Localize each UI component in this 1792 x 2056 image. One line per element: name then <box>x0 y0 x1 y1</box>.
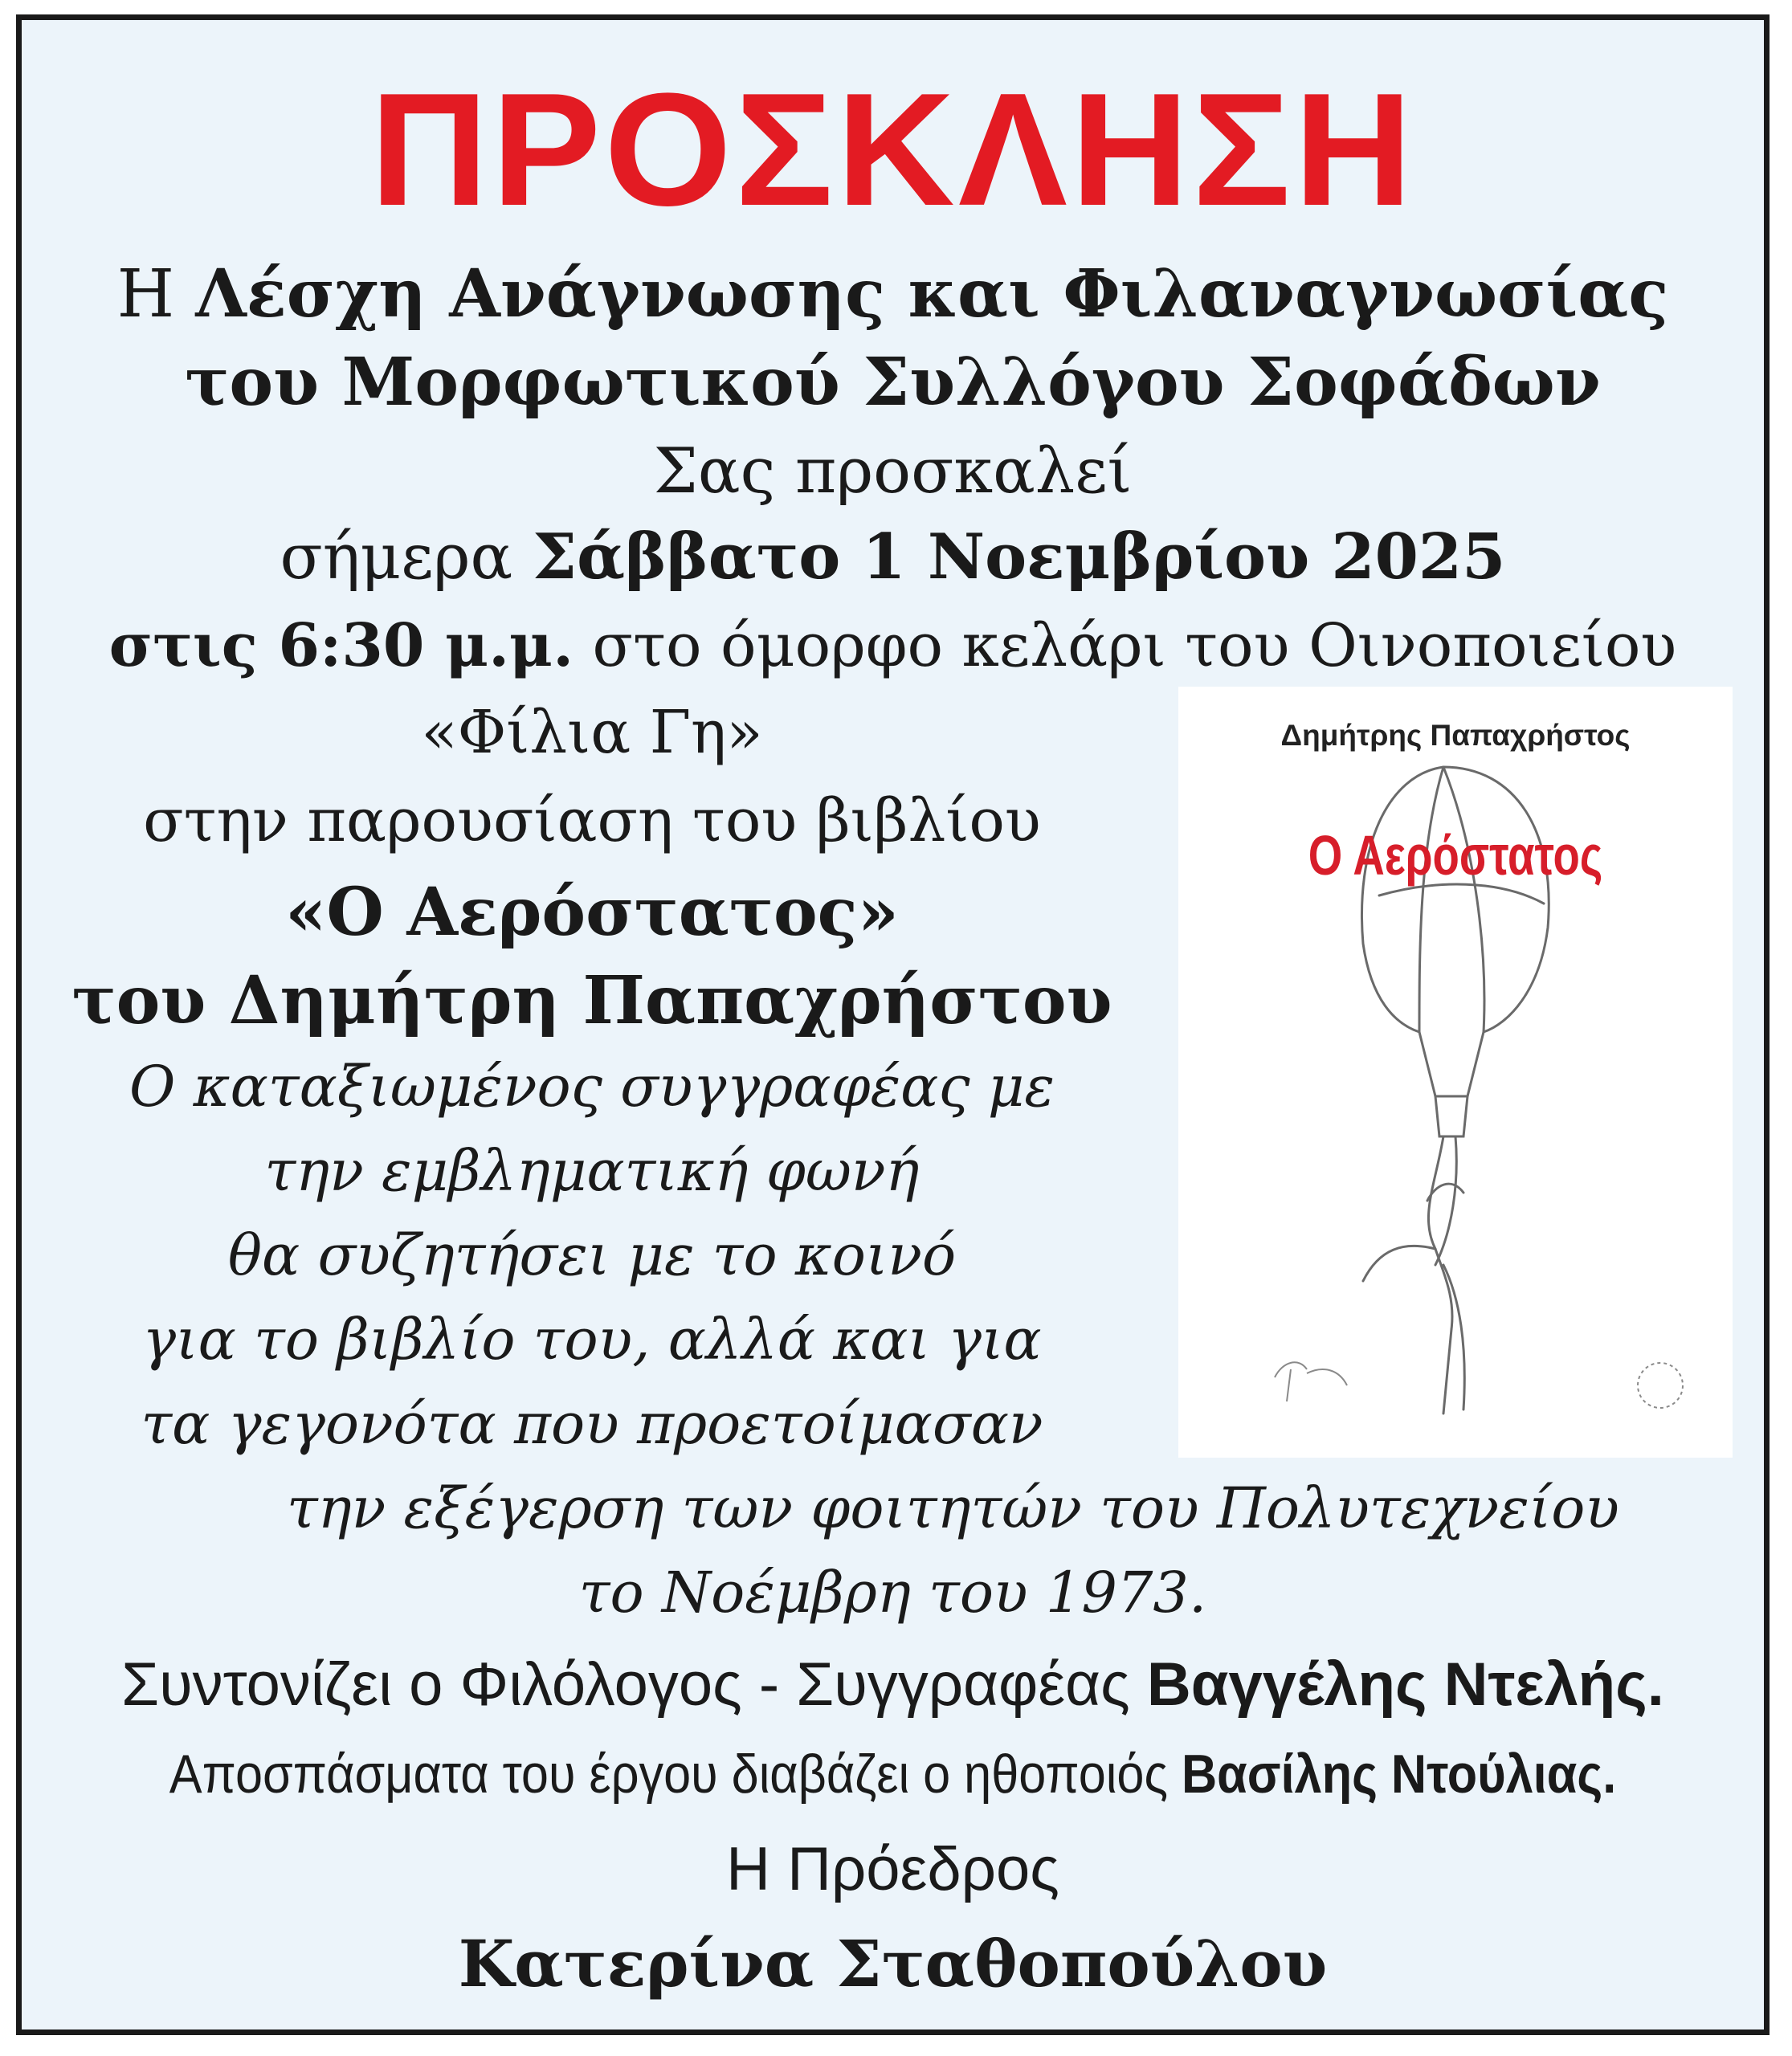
date-line <box>22 520 1764 594</box>
book-title: «Ο Αερόστατος» <box>285 874 899 951</box>
time-line <box>22 611 1764 680</box>
president-name: Κατερίνα Σταθοπούλου <box>458 1926 1328 2001</box>
description-line-3: θα συζητήσει με το κοινό <box>227 1222 957 1288</box>
club-line-1 <box>22 255 1764 332</box>
description-line-2: την εμβληματική φωνή <box>264 1138 920 1204</box>
description-line-5: τα γεγονότα που προετοίμασαν <box>141 1391 1043 1457</box>
date-prefix: σήμερα <box>280 521 513 594</box>
description-line-7: το Νοέμβρη του 1973. <box>578 1560 1207 1626</box>
description-line-6: την εξέγερση των φοιτητών του Πολυτεχνείου <box>287 1475 1619 1541</box>
venue-text: στο όμορφο κελάρι του Οινοποιείου <box>592 611 1677 680</box>
invites-text: Σας προσκαλεί <box>653 435 1133 508</box>
club-line-2: του Μορφωτικού Συλλόγου Σοφάδων <box>185 344 1601 421</box>
time-value: στις 6:30 μ.μ. <box>108 611 574 680</box>
description-line-1: Ο καταξιωμένος συγγραφέας με <box>129 1054 1055 1120</box>
date-value: Σάββατο 1 Νοεμβρίου 2025 <box>532 520 1506 594</box>
reader-name: Βασίλης Ντούλιας. <box>1181 1744 1617 1805</box>
cover-author: Δημήτρης Παπαχρήστος <box>1280 719 1631 752</box>
coordinator-name: Βαγγέλης Ντελής. <box>1146 1650 1664 1719</box>
coordinator-line <box>22 1650 1764 1719</box>
invitation-poster <box>16 14 1770 2035</box>
presentation-text: στην παρουσίαση του βιβλίου <box>143 786 1041 855</box>
description-line-4: για το βιβλίο του, αλλά και για <box>142 1307 1042 1373</box>
article: Η <box>116 256 175 332</box>
reader-line <box>108 1744 1676 1805</box>
club-name-part-1: Λέσχη Ανάγνωσης και Φιλαναγνωσίας <box>195 255 1669 332</box>
balloon-sketch-icon <box>1178 687 1733 1458</box>
reader-text: Αποσπάσματα του έργου διαβάζει ο ηθοποιός <box>169 1744 1168 1805</box>
coordinator-text: Συντονίζει ο Φιλόλογος - Συγγραφέας <box>121 1650 1130 1719</box>
book-cover-image <box>1178 687 1733 1458</box>
president-label: Η Πρόεδρος <box>726 1835 1059 1903</box>
poster-title: ΠΡΟΣΚΛΗΣΗ <box>369 60 1416 239</box>
book-author: του Δημήτρη Παπαχρήστου <box>71 962 1112 1039</box>
cover-title: Ο Αερόστατος <box>1308 824 1603 887</box>
winery-name: «Φίλια Γη» <box>421 698 763 767</box>
